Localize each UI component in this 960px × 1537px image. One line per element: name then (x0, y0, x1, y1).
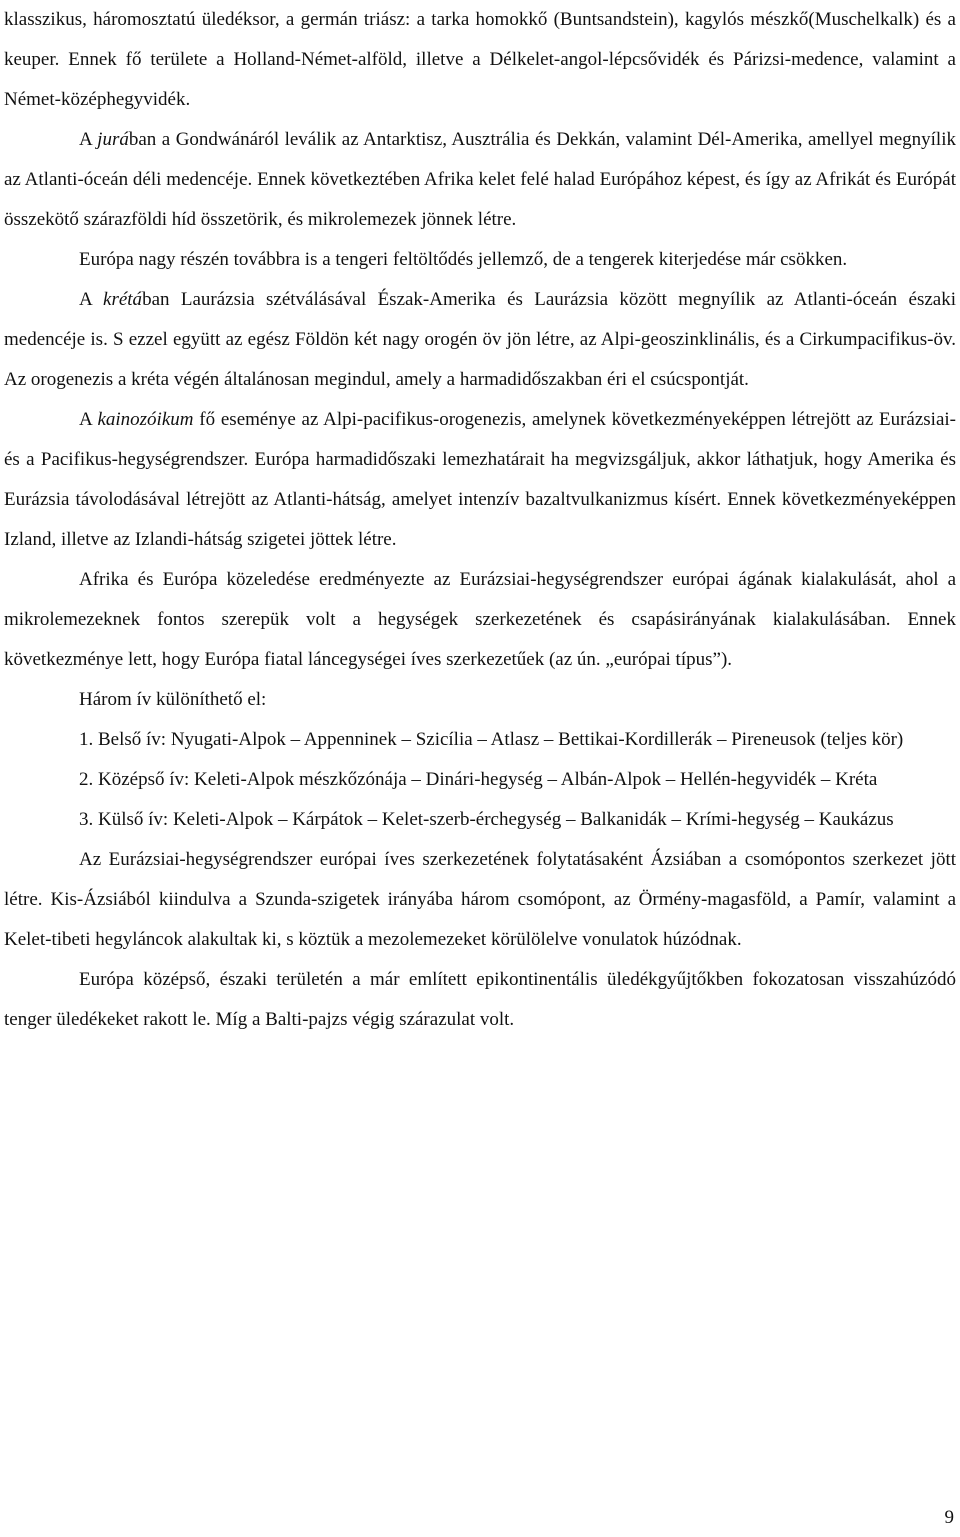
paragraph-intro (4, 0, 956, 120)
text-segment: 2. Középső ív: Keleti-Alpok mészkőzónája – Dinári-hegység – Albán-Alpok – Hellén-hegyvidék – Kréta (79, 769, 878, 790)
text-segment: 1. Belső ív: Nyugati-Alpok – Appenninek – Szicília – Atlasz – Bettikai-Kordillerák – Pireneusok (teljes kör) (79, 729, 904, 750)
paragraph-jura (4, 120, 956, 240)
text-segment: Európa középső, északi területén a már említett epikontinentális üledékgyűjtőkben fokozatosan visszahúzódó tenger üledékeket rakott le. Míg a Balti-pajzs végig szárazulat volt. (4, 969, 956, 1030)
text-segment: ban Laurázsia szétválásával Észak-Amerika és Laurázsia között megnyílik az Atlanti-óceán északi medencéje is. S ezzel együtt az egész Földön két nagy orogén öv jön létre, az Alpi-geoszinklinális, és a Cirkumpacifikus-öv. Az orogenezis a kréta végén általánosan megindul, amely a harmadidőszakban éri el csúcspontját. (4, 289, 956, 390)
text-segment: Három ív különíthető el: (79, 689, 267, 710)
text-segment: fő eseménye az Alpi-pacifikus-orogenezis, amelynek következményeképpen létrejött az Eurázsiai- és a Pacifikus-hegységrendszer. Európa harmadidőszaki lemezhatárait ha megvizsgáljuk, akkor láthatjuk, hogy Amerika és Eurázsia távolodásával létrejött az Atlanti-hátság, amelyet intenzív bazaltvulkanizmus kísért. Ennek következményeképpen Izland, illetve az Izlandi-hátság szigetei jöttek létre. (4, 409, 956, 550)
term-kainozoikum: kainozóikum (97, 409, 194, 430)
list-item-iv-1 (4, 720, 956, 760)
paragraph-azsia (4, 840, 956, 960)
list-item-iv-3 (4, 800, 956, 840)
paragraph-afrika (4, 560, 956, 680)
text-segment: A (79, 409, 98, 430)
text-segment: Afrika és Európa közeledése eredményezte az Eurázsiai-hegységrendszer európai ágának kialakulását, ahol a mikrolemezeknek fontos szerepük volt a hegységek szerkezetének és csapásirányának kialakulásában. Ennek következménye lett, hogy Európa fiatal láncegységei íves szerkezetűek (az ún. „európai típus”). (4, 569, 956, 670)
paragraph-europa-kozepso (4, 960, 956, 1040)
paragraph-kainozoikum (4, 400, 956, 560)
text-segment: Az Eurázsiai-hegységrendszer európai íves szerkezetének folytatásaként Ázsiában a csomópontos szerkezet jött létre. Kis-Ázsiából kiindulva a Szunda-szigetek irányába három csomópont, az Örmény-magasföld, a Pamír, valamint a Kelet-tibeti hegyláncok alakultak ki, s köztük a mezolemezeket körülölelve vonulatok húzódnak. (4, 849, 956, 950)
list-item-iv-2 (4, 760, 956, 800)
term-kreta: krétá (103, 289, 143, 310)
paragraph-kreta (4, 280, 956, 400)
term-jura: jurá (97, 129, 129, 150)
text-segment: 3. Külső ív: Keleti-Alpok – Kárpátok – Kelet-szerb-érchegység – Balkanidák – Krími-hegység – Kaukázus (79, 809, 894, 830)
page-number: 9 (944, 1507, 954, 1528)
text-segment: A (79, 289, 104, 310)
text-segment: klasszikus, háromosztatú üledéksor, a germán triász: a tarka homokkő (Buntsandstein), kagylós mészkő(Muschelkalk) és a keuper. Ennek fő területe a Holland-Német-alföld, illetve a Délkelet-angol-lépcsővidék és Párizsi-medence, valamint a Német-középhegyvidék. (4, 9, 956, 110)
text-segment: ban a Gondwánáról leválik az Antarktisz, Ausztrália és Dekkán, valamint Dél-Amerika, amellyel megnyílik az Atlanti-óceán déli medencéje. Ennek következtében Afrika kelet felé halad Európához képest, és így az Afrikát és Európát összekötő szárazföldi híd összetörik, és mikrolemezek jönnek létre. (4, 129, 956, 230)
text-segment: A (79, 129, 98, 150)
document-page (4, 0, 956, 1040)
text-segment: Európa nagy részén továbbra is a tengeri feltöltődés jellemző, de a tengerek kiterjedése már csökken. (79, 249, 848, 270)
paragraph-harom-iv (4, 680, 956, 720)
paragraph-europa-tenger (4, 240, 956, 280)
